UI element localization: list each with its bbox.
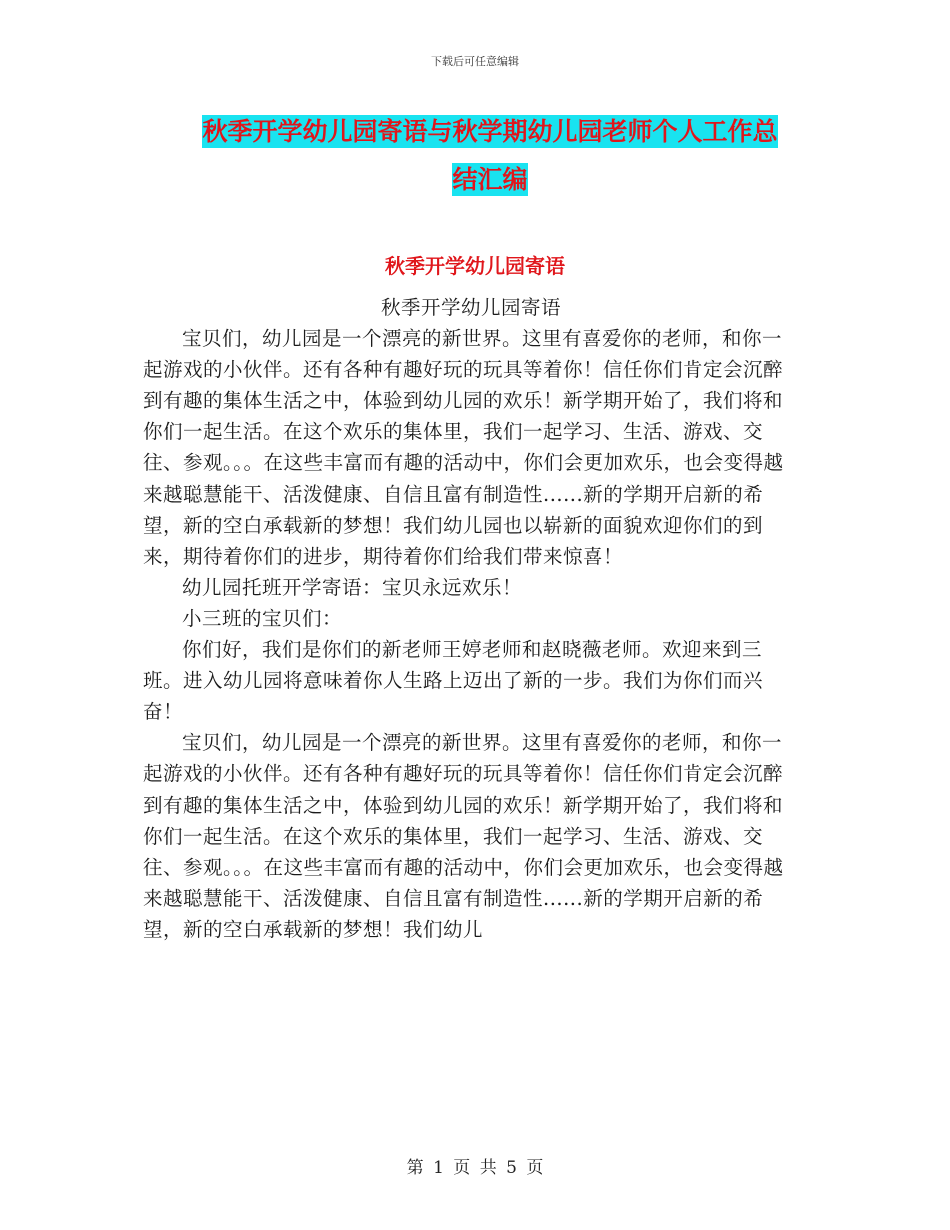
- document-title-line-2: 结汇编: [452, 165, 528, 194]
- document-title-line-1: 秋季开学幼儿园寄语与秋学期幼儿园老师个人工作总: [202, 117, 778, 146]
- page-header-note: 下载后可任意编辑: [431, 55, 519, 68]
- document-body: [143, 292, 799, 945]
- section-subtitle: 秋季开学幼儿园寄语: [380, 296, 561, 319]
- paragraph-1: 宝贝们，幼儿园是一个漂亮的新世界。这里有喜爱你的老师，和你一起游戏的小伙伴。还有各种有趣好玩的玩具等着你！信任你们肯定会沉醉到有趣的集体生活之中，体验到幼儿园的欢乐！新学期开始了，我们将和你们一起生活。在这个欢乐的集体里，我们一起学习、生活、游戏、交往、参观。。。在这些丰富而有趣的活动中，你们会更加欢乐，也会变得越来越聪慧能干、活泼健康、自信且富有制造性......新的学期开启新的希望，新的空白承载新的梦想！我们幼儿园也以崭新的面貌欢迎你们的到来，期待着你们的进步，期待着你们给我们带来惊喜！: [143, 327, 784, 568]
- paragraph-5: 宝贝们，幼儿园是一个漂亮的新世界。这里有喜爱你的老师，和你一起游戏的小伙伴。还有各种有趣好玩的玩具等着你！信任你们肯定会沉醉到有趣的集体生活之中，体验到幼儿园的欢乐！新学期开始了，我们将和你们一起生活。在这个欢乐的集体里，我们一起学习、生活、游戏、交往、参观。。。在这些丰富而有趣的活动中，你们会更加欢乐，也会变得越来越聪慧能干、活泼健康、自信且富有制造性......新的学期开启新的希望，新的空白承载新的梦想！我们幼儿: [143, 731, 784, 941]
- paragraph-4: 你们好，我们是你们的新老师王婷老师和赵晓薇老师。欢迎来到三班。进入幼儿园将意味着你人生路上迈出了新的一步。我们为你们而兴奋！: [143, 638, 764, 724]
- document-title: [150, 108, 830, 204]
- paragraph-2: 幼儿园托班开学寄语：宝贝永远欢乐！: [182, 575, 523, 599]
- paragraph-3: 小三班的宝贝们：: [182, 606, 343, 630]
- section-title: 秋季开学幼儿园寄语: [385, 254, 565, 278]
- page-footer-number: 第 1 页 共 5 页: [406, 1158, 544, 1178]
